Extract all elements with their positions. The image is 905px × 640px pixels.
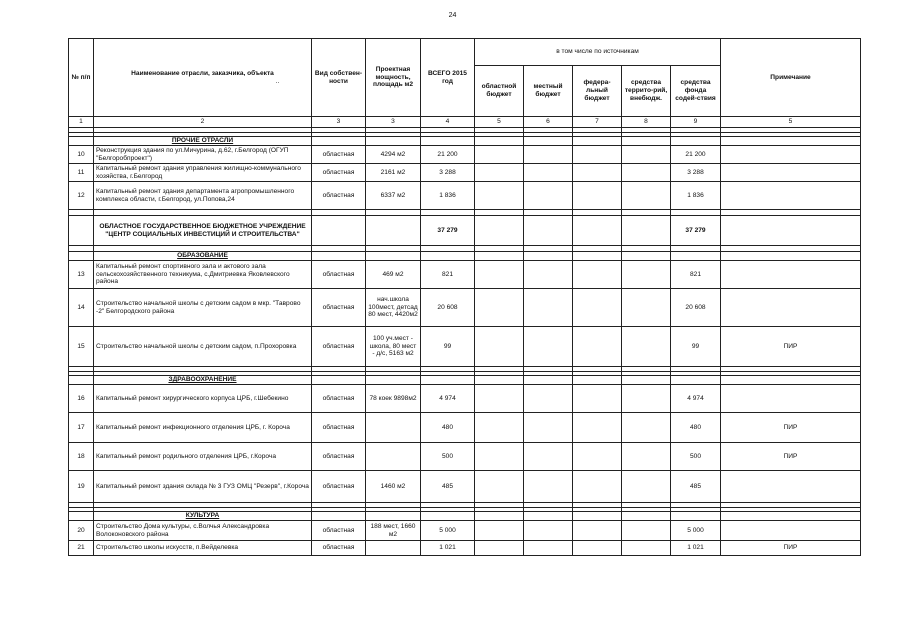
table-row xyxy=(69,327,861,367)
row-total: 21 200 xyxy=(421,146,475,164)
row-num: 17 xyxy=(69,413,94,443)
colnum: 4 xyxy=(421,117,475,128)
table-row xyxy=(69,182,861,210)
row-note xyxy=(721,261,861,289)
row-total: 20 608 xyxy=(421,289,475,327)
row-capacity: 100 уч.мест - школа, 80 мест - д/с, 5163 м2 xyxy=(366,327,421,367)
row-fund: 5 000 xyxy=(671,521,721,541)
colnum: 8 xyxy=(622,117,671,128)
header-name-text: Наименование отрасли, заказчика, объекта xyxy=(131,69,274,77)
row-total: 485 xyxy=(421,471,475,503)
table-row xyxy=(69,289,861,327)
section-row-education xyxy=(69,252,861,261)
table-row xyxy=(69,413,861,443)
row-capacity: 6337 м2 xyxy=(366,182,421,210)
row-num: 11 xyxy=(69,164,94,182)
row-fund: 99 xyxy=(671,327,721,367)
colnum: 7 xyxy=(573,117,622,128)
section-row-culture xyxy=(69,512,861,521)
row-num: 10 xyxy=(69,146,94,164)
row-name: Капитальный ремонт хирургического корпуса ЦРБ, г.Шебекино xyxy=(94,385,312,413)
row-ownership: областная xyxy=(312,541,366,556)
header-sources-group: в том числе по источникам xyxy=(475,39,721,66)
row-name: Строительство начальной школы с детским садом в мкр. "Таврово -2" Белгородского района xyxy=(94,289,312,327)
row-note xyxy=(721,471,861,503)
row-num: 12 xyxy=(69,182,94,210)
row-num: 16 xyxy=(69,385,94,413)
row-fund: 1 836 xyxy=(671,182,721,210)
org-row xyxy=(69,216,861,246)
row-capacity: 188 мест, 1660 м2 xyxy=(366,521,421,541)
row-ownership: областная xyxy=(312,521,366,541)
table-row xyxy=(69,146,861,164)
colnum: 9 xyxy=(671,117,721,128)
row-num: 21 xyxy=(69,541,94,556)
row-num: 18 xyxy=(69,443,94,471)
row-total: 500 xyxy=(421,443,475,471)
section-row-other xyxy=(69,137,861,146)
header-regional: областной бюджет xyxy=(475,66,524,117)
row-num: 20 xyxy=(69,521,94,541)
row-note: ПИР xyxy=(721,541,861,556)
colnum: 1 xyxy=(69,117,94,128)
row-ownership: областная xyxy=(312,164,366,182)
row-num: 15 xyxy=(69,327,94,367)
colnum: 3 xyxy=(366,117,421,128)
row-fund: 821 xyxy=(671,261,721,289)
row-ownership: областная xyxy=(312,182,366,210)
colnum: 5 xyxy=(721,117,861,128)
row-name: Капитальный ремонт здания склада № 3 ГУЗ ОМЦ "Резерв", г.Короча xyxy=(94,471,312,503)
row-name: Реконструкция здания по ул.Мичурина, д.62, г.Белгород (ОГУП "Белгоробпроект") xyxy=(94,146,312,164)
header-fund: средства фонда содей-ствия xyxy=(671,66,721,117)
row-fund: 20 608 xyxy=(671,289,721,327)
row-fund: 485 xyxy=(671,471,721,503)
page-number: 24 xyxy=(448,12,457,19)
row-total: 1 021 xyxy=(421,541,475,556)
colnum: 6 xyxy=(524,117,573,128)
header-capacity: Проектная мощность, площадь м2 xyxy=(366,39,421,117)
row-note xyxy=(721,164,861,182)
row-ownership: областная xyxy=(312,261,366,289)
header-row-1 xyxy=(69,39,861,66)
row-capacity xyxy=(366,443,421,471)
row-name: Капитальный ремонт спортивного зала и актового зала сельскохозяйственного техникума, с.Дмитриевка Яковлевского района xyxy=(94,261,312,289)
row-name: Строительство Дома культуры, с.Волчья Александровка Волоконовского района xyxy=(94,521,312,541)
row-capacity xyxy=(366,413,421,443)
row-total: 4 974 xyxy=(421,385,475,413)
colnum: 3 xyxy=(312,117,366,128)
row-total: 1 836 xyxy=(421,182,475,210)
row-note: ПИР xyxy=(721,443,861,471)
table-row xyxy=(69,385,861,413)
row-ownership: областная xyxy=(312,443,366,471)
row-total: 3 288 xyxy=(421,164,475,182)
row-ownership: областная xyxy=(312,327,366,367)
colnum: 2 xyxy=(94,117,312,128)
header-local: местный бюджет xyxy=(524,66,573,117)
row-name: Строительство начальной школы с детским садом, п.Прохоровка xyxy=(94,327,312,367)
header-ownership: Вид собствен-ности xyxy=(312,39,366,117)
header-federal: федера-льный бюджет xyxy=(573,66,622,117)
row-note xyxy=(721,182,861,210)
row-total: 480 xyxy=(421,413,475,443)
row-name: Капитальный ремонт родильного отделения ЦРБ, г.Короча xyxy=(94,443,312,471)
colnum: 5 xyxy=(475,117,524,128)
row-ownership: областная xyxy=(312,471,366,503)
row-note: ПИР xyxy=(721,413,861,443)
row-note xyxy=(721,521,861,541)
section-title-other: ПРОЧИЕ ОТРАСЛИ xyxy=(94,137,312,146)
row-fund: 4 974 xyxy=(671,385,721,413)
row-fund: 1 021 xyxy=(671,541,721,556)
budget-table xyxy=(68,38,861,556)
row-capacity: 469 м2 xyxy=(366,261,421,289)
section-row-health xyxy=(69,376,861,385)
row-note xyxy=(721,146,861,164)
section-title-culture: КУЛЬТУРА xyxy=(94,512,312,521)
table-row xyxy=(69,443,861,471)
header-name-mark: .. xyxy=(275,77,280,85)
row-note: ПИР xyxy=(721,327,861,367)
column-numbers-row xyxy=(69,117,861,128)
row-capacity xyxy=(366,541,421,556)
row-note xyxy=(721,385,861,413)
table-row xyxy=(69,261,861,289)
row-capacity: 4294 м2 xyxy=(366,146,421,164)
row-name: Капитальный ремонт инфекционного отделения ЦРБ, г. Короча xyxy=(94,413,312,443)
org-fund: 37 279 xyxy=(671,216,721,246)
table-row xyxy=(69,521,861,541)
row-name: Капитальный ремонт здания департамента агропромышленного комплекса области, г.Белгород, ул.Попова,24 xyxy=(94,182,312,210)
table-row xyxy=(69,471,861,503)
org-title: ОБЛАСТНОЕ ГОСУДАРСТВЕННОЕ БЮДЖЕТНОЕ УЧРЕЖДЕНИЕ "ЦЕНТР СОЦИАЛЬНЫХ ИНВЕСТИЦИЙ И СТРОИТЕЛЬСТВА" xyxy=(94,216,312,246)
section-title-health: ЗДРАВООХРАНЕНИЕ xyxy=(94,376,312,385)
row-total: 99 xyxy=(421,327,475,367)
header-name xyxy=(94,39,312,117)
row-ownership: областная xyxy=(312,146,366,164)
row-name: Капитальный ремонт здания управления жилищно-коммунального хозяйства, г.Белгород xyxy=(94,164,312,182)
table-row xyxy=(69,541,861,556)
row-name: Строительство школы искусств, п.Вейделевка xyxy=(94,541,312,556)
row-fund: 500 xyxy=(671,443,721,471)
row-fund: 21 200 xyxy=(671,146,721,164)
header-territory: средства террито-рий, внебюдж. xyxy=(622,66,671,117)
row-capacity: нач.школа 100мест, детсад 80 мест, 4420м2 xyxy=(366,289,421,327)
header-note: Примечание xyxy=(721,39,861,117)
row-num: 19 xyxy=(69,471,94,503)
row-ownership: областная xyxy=(312,385,366,413)
row-capacity: 1460 м2 xyxy=(366,471,421,503)
row-num: 14 xyxy=(69,289,94,327)
table-row xyxy=(69,164,861,182)
row-capacity: 2161 м2 xyxy=(366,164,421,182)
header-num: № п/п xyxy=(69,39,94,117)
row-fund: 480 xyxy=(671,413,721,443)
row-total: 821 xyxy=(421,261,475,289)
org-total: 37 279 xyxy=(421,216,475,246)
row-note xyxy=(721,289,861,327)
row-total: 5 000 xyxy=(421,521,475,541)
row-ownership: областная xyxy=(312,289,366,327)
row-ownership: областная xyxy=(312,413,366,443)
header-total: ВСЕГО 2015 год xyxy=(421,39,475,117)
section-title-education: ОБРАЗОВАНИЕ xyxy=(94,252,312,261)
row-capacity: 78 коек 9898м2 xyxy=(366,385,421,413)
row-num: 13 xyxy=(69,261,94,289)
row-fund: 3 288 xyxy=(671,164,721,182)
